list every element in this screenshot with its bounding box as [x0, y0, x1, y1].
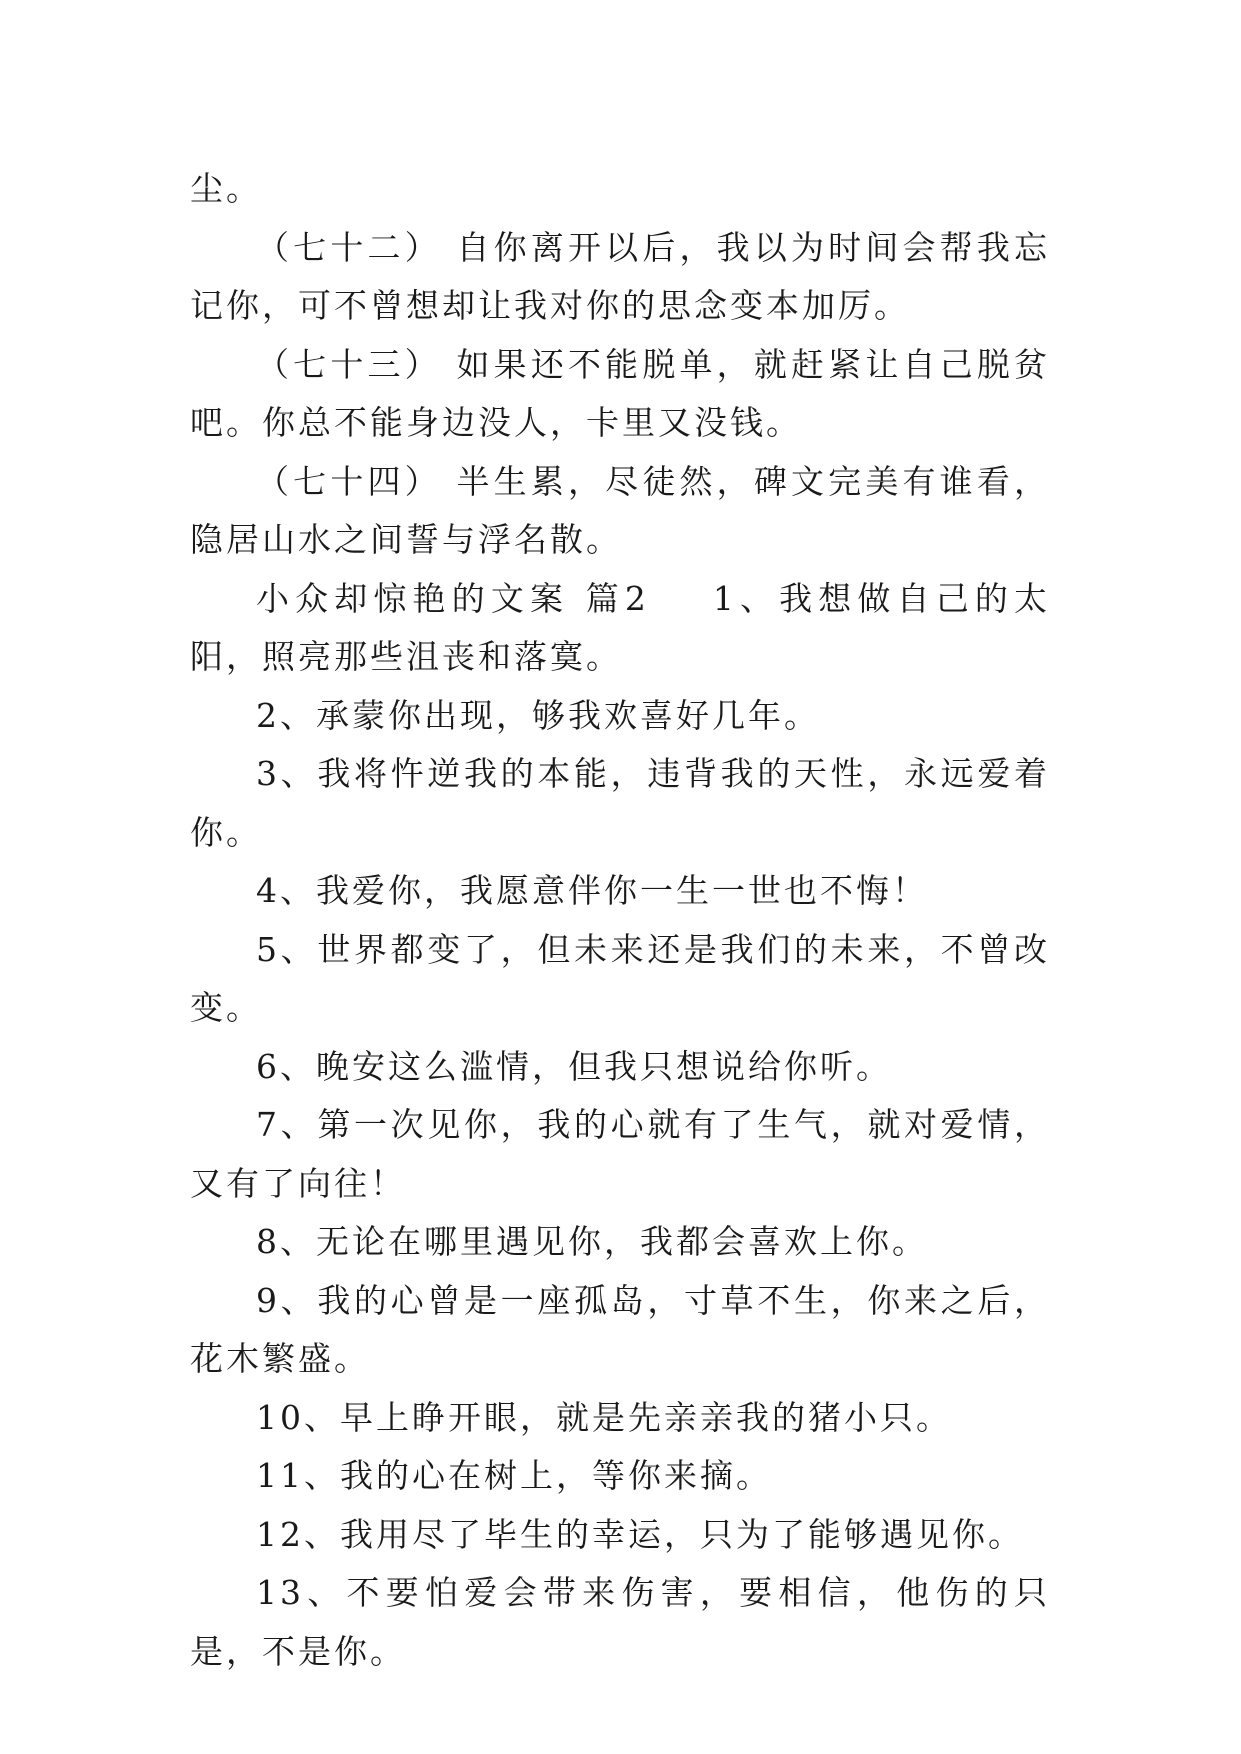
document-body — [190, 160, 1050, 1681]
list-item: 7、第一次见你，我的心就有了生气，就对爱情，又有了向往！ — [190, 1105, 1050, 1203]
list-item: 6、晚安这么滥情，但我只想说给你听。 — [256, 1046, 892, 1086]
list-item: 2、承蒙你出现，够我欢喜好几年。 — [256, 695, 820, 735]
paragraph-74: （七十四） 半生累，尽徒然，碑文完美有谁看，隐居山水之间誓与浮名散。 — [190, 461, 1050, 559]
list-item: 3、我将忤逆我的本能，违背我的天性，永远爱着你。 — [190, 754, 1050, 852]
list-item: 8、无论在哪里遇见你，我都会喜欢上你。 — [256, 1222, 928, 1261]
list-item: 4、我爱你，我愿意伴你一生一世也不悔！ — [256, 871, 928, 910]
list-item: 11、我的心在树上，等你来摘。 — [256, 1456, 772, 1495]
paragraph-72: （七十二） 自你离开以后，我以为时间会帮我忘记你，可不曾想却让我对你的思念变本加厉。 — [190, 227, 1050, 325]
paragraph-73: （七十三） 如果还不能脱单，就赶紧让自己脱贫吧。你总不能身边没人，卡里又没钱。 — [190, 344, 1050, 442]
list-item: 13、不要怕爱会带来伤害，要相信，他伤的只是，不是你。 — [190, 1573, 1050, 1671]
list-item: 9、我的心曾是一座孤岛，寸草不生，你来之后，花木繁盛。 — [190, 1280, 1050, 1378]
list-item: 12、我用尽了毕生的幸运，只为了能够遇见你。 — [256, 1514, 1024, 1554]
section-paragraph — [190, 570, 1050, 687]
list-item: 10、早上睁开眼，就是先亲亲我的猪小只。 — [256, 1397, 952, 1437]
list-item: 5、世界都变了，但未来还是我们的未来，不曾改变。 — [190, 929, 1050, 1027]
list-item-1: 1、我想做自己的太阳，照亮那些沮丧和落寞。 — [190, 578, 1050, 676]
paragraph-continuation: 尘。 — [190, 169, 262, 208]
section-title: 小众却惊艳的文案 篇2 — [256, 578, 649, 618]
